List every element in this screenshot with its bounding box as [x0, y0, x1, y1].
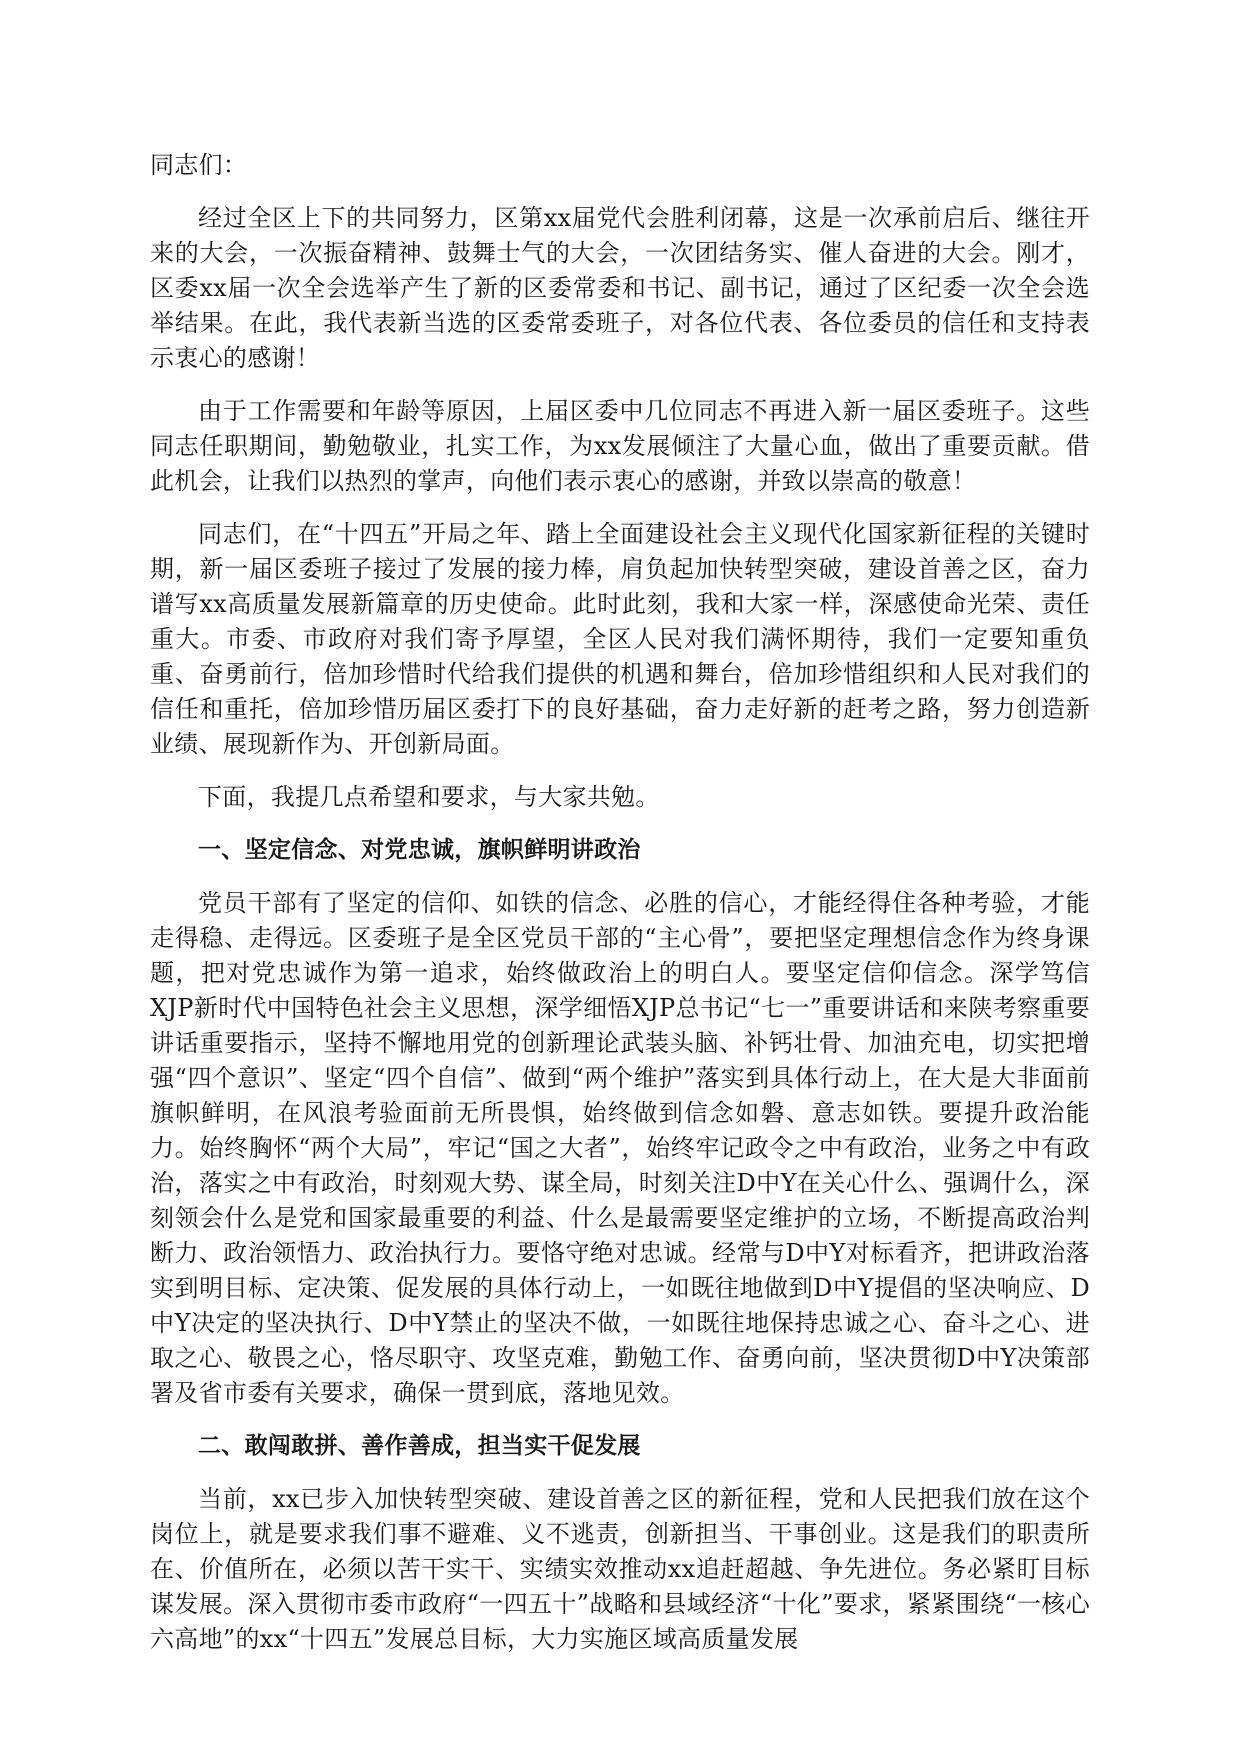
section-heading-1: 一、坚定信念、对党忠诚，旗帜鲜明讲政治 [198, 837, 641, 863]
paragraph-opening: 经过全区上下的共同努力，区第xx届党代会胜利闭幕，这是一次承前启后、继往开来的大会，一次振奋精神、鼓舞士气的大会，一次团结务实、催人奋进的大会。刚才，区委xx届一次全会选举产生了新的区委常委和书记、副书记，通过了区纪委一次全会选举结果。在此，我代表新当选的区委常委班子，对各位代表、各位委员的信任和支持表示衷心的感谢！ [150, 204, 1090, 372]
document-body [150, 148, 1090, 1675]
paragraph-intro-requirements: 下面，我提几点希望和要求，与大家共勉。 [198, 783, 660, 811]
section-heading-2: 二、敢闯敢拼、善作善成，担当实干促发展 [198, 1433, 641, 1459]
section-body-1: 党员干部有了坚定的信仰、如铁的信念、必胜的信心，才能经得住各种考验，才能走得稳、走得远。区委班子是全区党员干部的“主心骨”，要把坚定理想信念作为终身课题，把对党忠诚作为第一追求，始终做政治上的明白人。要坚定信仰信念。深学笃信XJP新时代中国特色社会主义思想，深学细悟XJP总书记“七一”重要讲话和来陕考察重要讲话重要指示，坚持不懈地用党的创新理论武装头脑、补钙壮骨、加油充电，切实把增强“四个意识”、坚定“四个自信”、做到“两个维护”落实到具体行动上，在大是大非面前旗帜鲜明，在风浪考验面前无所畏惧，始终做到信念如磐、意志如铁。要提升政治能力。始终胸怀“两个大局”，牢记“国之大者”，始终牢记政令之中有政治，业务之中有政治，落实之中有政治，时刻观大势、谋全局，时刻关注D中Y在关心什么、强调什么，深刻领会什么是党和国家最重要的利益、什么是最需要坚定维护的立场，不断提高政治判断力、政治领悟力、政治执行力。要恪守绝对忠诚。经常与D中Y对标看齐，把讲政治落实到明目标、定决策、促发展的具体行动上，一如既往地做到D中Y提倡的坚决响应、D中Y决定的坚决执行、D中Y禁止的坚决不做，一如既往地保持忠诚之心、奋斗之心、进取之心、敬畏之心，恪尽职守、攻坚克难，勤勉工作、奋勇向前，坚决贯彻D中Y决策部署及省市委有关要求，确保一贯到底，落地见效。 [150, 889, 1090, 1407]
section-body-2: 当前，xx已步入加快转型突破、建设首善之区的新征程，党和人民把我们放在这个岗位上，就是要求我们事不避难、义不逃责，创新担当、干事创业。这是我们的职责所在、价值所在，必须以苦干实干、实绩实效推动xx追赶超越、争先进位。务必紧盯目标谋发展。深入贯彻市委市政府“一四五十”战略和县域经济“十化”要求，紧紧围绕“一核心六高地”的xx“十四五”发展总目标，大力实施区域高质量发展 [150, 1485, 1090, 1653]
paragraph-thanks-former: 由于工作需要和年龄等原因，上届区委中几位同志不再进入新一届区委班子。这些同志任职期间，勤勉敬业，扎实工作，为xx发展倾注了大量心血，做出了重要贡献。借此机会，让我们以热烈的掌声，向他们表示衷心的感谢，并致以崇高的敬意！ [150, 397, 1090, 495]
paragraph-mission: 同志们，在“十四五”开局之年、踏上全面建设社会主义现代化国家新征程的关键时期，新一届区委班子接过了发展的接力棒，肩负起加快转型突破，建设首善之区，奋力谱写xx高质量发展新篇章的历史使命。此时此刻，我和大家一样，深感使命光荣、责任重大。市委、市政府对我们寄予厚望，全区人民对我们满怀期待，我们一定要知重负重、奋勇前行，倍加珍惜时代给我们提供的机遇和舞台，倍加珍惜组织和人民对我们的信任和重托，倍加珍惜历届区委打下的良好基础，奋力走好新的赶考之路，努力创造新业绩、展现新作为、开创新局面。 [150, 520, 1090, 758]
salutation: 同志们： [150, 151, 248, 179]
